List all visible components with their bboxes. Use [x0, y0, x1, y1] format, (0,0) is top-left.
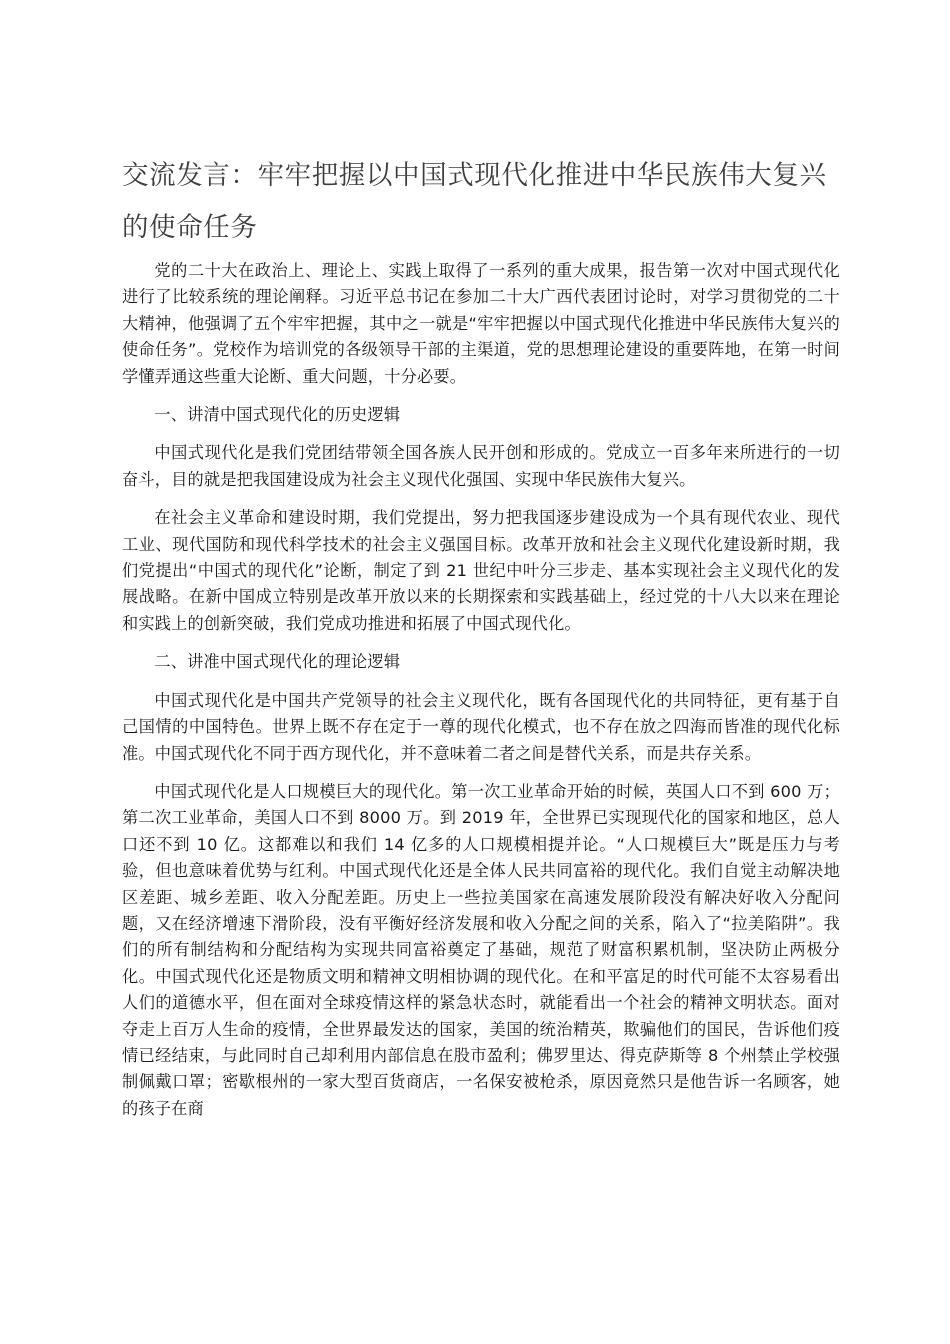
section-heading-1: 一、讲清中国式现代化的历史逻辑: [154, 405, 401, 425]
document-title: 交流发言：牢牢把握以中国式现代化推进中华民族伟大复兴的使命任务: [122, 160, 827, 243]
paragraph: 在社会主义革命和建设时期，我们党提出，努力把我国逐步建设成为一个具有现代农业、现代工业、现代国防和现代科学技术的社会主义强国目标。改革开放和社会主义现代化建设新时期，我们党提出“中国式的现代化”论断，制定了到 21 世纪中叶分三步走、基本实现社会主义现代化的发展战略。在新中国成立特别是改革开放以来的长期探索和实践基础上，经过党的十八大以来在理论和实践上的创新突破，我们党成功推进和拓展了中国式现代化。: [122, 508, 840, 633]
document-body: [122, 258, 840, 1134]
paragraph: 中国式现代化是中国共产党领导的社会主义现代化，既有各国现代化的共同特征，更有基于自己国情的中国特色。世界上既不存在定于一尊的现代化模式，也不存在放之四海而皆准的现代化标准。中国式现代化不同于西方现代化，并不意味着二者之间是替代关系，而是共存关系。: [122, 690, 840, 763]
paragraph: 中国式现代化是人口规模巨大的现代化。第一次工业革命开始的时候，英国人口不到 600 万；第二次工业革命，美国人口不到 8000 万。到 2019 年，全世界已实现现代化的国家和地区，总人口还不到 10 亿。这都难以和我们 14 亿多的人口规模相提并论。“人口规模巨大”既是压力与考验，但也意味着优势与红利。中国式现代化还是全体人民共同富裕的现代化。我们自觉主动解决地区差距、城乡差距、收入分配差距。历史上一些拉美国家在高速发展阶段没有解决好收入分配问题，又在经济增速下滑阶段，没有平衡好经济发展和收入分配之间的关系，陷入了“拉美陷阱”。我们的所有制结构和分配结构为实现共同富裕奠定了基础，规范了财富积累机制，坚决防止两极分化。中国式现代化还是物质文明和精神文明相协调的现代化。在和平富足的时代可能不太容易看出人们的道德水平，但在面对全球疫情这样的紧急状态时，就能看出一个社会的精神文明状态。面对夺走上百万人生命的疫情，全世界最发达的国家，美国的统治精英，欺骗他们的国民，告诉他们疫情已经结束，与此同时自己却利用内部信息在股市盈利；佛罗里达、得克萨斯等 8 个州禁止学校强制佩戴口罩；密歇根州的一家大型百货商店，一名保安被枪杀，原因竟然只是他告诉一名顾客，她的孩子在商: [122, 781, 840, 1118]
section-heading-2: 二、讲准中国式现代化的理论逻辑: [154, 652, 401, 672]
paragraph-intro: 党的二十大在政治上、理论上、实践上取得了一系列的重大成果，报告第一次对中国式现代化进行了比较系统的理论阐释。习近平总书记在参加二十大广西代表团讨论时，对学习贯彻党的二十大精神，他强调了五个牢牢把握，其中之一就是“牢牢把握以中国式现代化推进中华民族伟大复兴的使命任务”。党校作为培训党的各级领导干部的主渠道，党的思想理论建设的重要阵地，在第一时间学懂弄通这些重大论断、重大问题，十分必要。: [122, 261, 840, 386]
paragraph: 中国式现代化是我们党团结带领全国各族人民开创和形成的。党成立一百多年来所进行的一切奋斗，目的就是把我国建设成为社会主义现代化强国、实现中华民族伟大复兴。: [122, 443, 840, 489]
